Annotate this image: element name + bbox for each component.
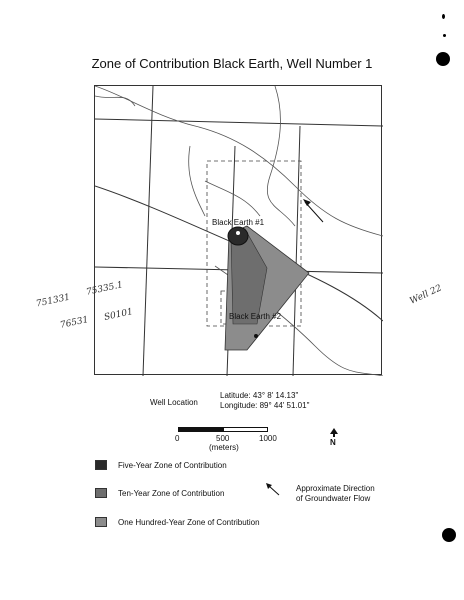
handwritten-note-d: S0101 [103, 307, 134, 323]
map-canvas [95, 86, 383, 376]
handwritten-note-b: 75335.1 [85, 280, 124, 298]
legend-label-hundred-year: One Hundred-Year Zone of Contribution [118, 518, 260, 527]
scale-tick-0: 0 [175, 434, 180, 443]
scale-bar-filled-segment [179, 428, 224, 431]
handwritten-note-c: 76531 [59, 315, 90, 331]
stream-3 [189, 146, 205, 216]
map-title: Zone of Contribution Black Earth, Well Number 1 [91, 56, 373, 71]
scale-tick-500: 500 [216, 434, 230, 443]
well-2-label: Black Earth #2 [229, 312, 282, 321]
legend-swatch-ten-year [95, 488, 107, 498]
flow-direction-line-1: Approximate Direction [296, 484, 375, 493]
handwritten-note-e: Well 22 [408, 283, 444, 307]
road-vertical-1 [143, 86, 153, 376]
scale-unit: (meters) [209, 443, 239, 452]
legend-swatch-hundred-year [95, 517, 107, 527]
flow-direction-line-2: of Groundwater Flow [296, 494, 371, 503]
binder-hole-top [436, 52, 450, 66]
legend-swatch-five-year [95, 460, 107, 470]
map-frame [94, 85, 382, 375]
handwritten-note-a: 751331 [35, 292, 72, 310]
well-location-label: Well Location [150, 398, 198, 407]
scale-bar [178, 427, 268, 432]
latitude-text: Latitude: 43° 8' 14.13" [220, 391, 299, 400]
binder-hole-bottom [442, 528, 456, 542]
speck-2 [443, 34, 446, 37]
well-2-marker [254, 334, 258, 338]
flow-arrow-icon [265, 483, 281, 497]
road-horizontal-1 [95, 119, 383, 126]
five-year-zone [228, 227, 248, 245]
legend-label-ten-year: Ten-Year Zone of Contribution [118, 489, 225, 498]
scale-tick-1000: 1000 [259, 434, 277, 443]
road-vertical-3 [293, 126, 300, 376]
stream-2 [267, 86, 295, 226]
well-1-label: Black Earth #1 [212, 218, 265, 227]
speck-1 [442, 14, 445, 19]
flow-direction-label [296, 484, 375, 504]
longitude-text: Longitude: 89° 44' 51.01" [220, 401, 310, 410]
legend-label-five-year: Five-Year Zone of Contribution [118, 461, 227, 470]
well-1-marker [236, 231, 240, 235]
north-label: N [330, 438, 336, 447]
